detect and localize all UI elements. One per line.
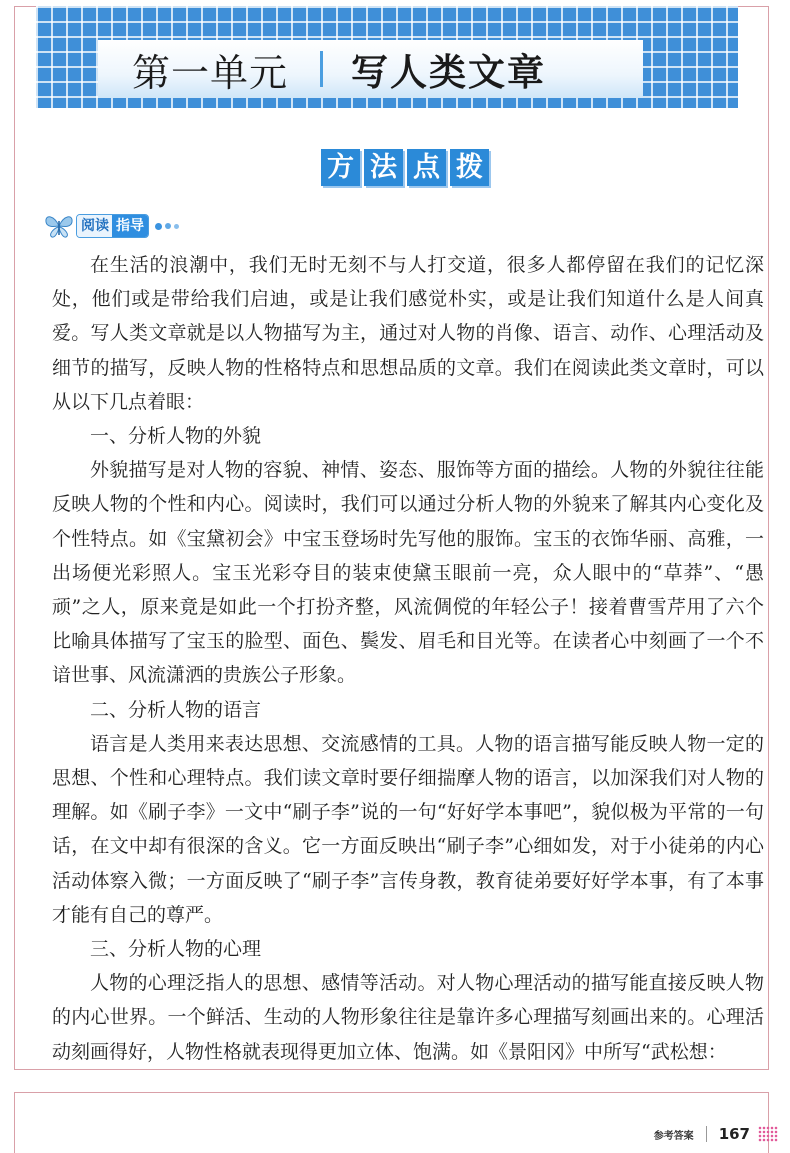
unit-banner <box>36 6 738 108</box>
dots-decoration <box>155 223 179 230</box>
footer-label: 参考答案 <box>653 1130 694 1142</box>
dot-grid-icon <box>758 1126 778 1142</box>
unit-title: 写人类文章 <box>351 51 547 94</box>
page-footer <box>654 1125 790 1143</box>
unit-banner-panel <box>98 40 643 98</box>
section-title-char: 法 <box>364 149 403 186</box>
reading-guide-label-a: 阅读 <box>77 215 112 237</box>
section-heading: 二、分析人物的语言 <box>90 698 262 721</box>
section-heading: 一、分析人物的外貌 <box>90 425 262 448</box>
intro-paragraph: 在生活的浪潮中，我们无时无刻不与人打交道，很多人都停留在我们的记忆深处，他们或是带给我们启迪，或是让我们感觉朴实，或是让我们知道什么是人间真爱。写人类文章就是以人物描写为主，通过对人物的肖像、语言、动作、心理活动及细节的描写，反映人物的性格特点和思想品质的文章。我们在阅读此类文章时，可以从以下几点着眼： <box>52 254 764 413</box>
section-title <box>321 149 489 186</box>
section-paragraph: 人物的心理泛指人的思想、感情等活动。对人物心理活动的描写能直接反映人物的内心世界。一个鲜活、生动的人物形象往往是靠许多心理描写刻画出来的。心理活动刻画得好，人物性格就表现得更加立体、饱满。如《景阳冈》中所写“武松想： <box>52 972 764 1063</box>
page-number: 167 <box>718 1125 750 1143</box>
page-bottom <box>14 1092 769 1153</box>
unit-separator <box>320 51 323 87</box>
reading-guide-label <box>76 214 149 238</box>
reading-guide-label-b: 指导 <box>112 215 148 237</box>
section-heading: 三、分析人物的心理 <box>90 938 262 961</box>
section-paragraph: 语言是人类用来表达思想、交流感情的工具。人物的语言描写能反映人物一定的思想、个性和心理特点。我们读文章时要仔细揣摩人物的语言，以加深我们对人物的理解。如《刷子李》一文中“刷子李”说的一句“好好学本事吧”，貌似极为平常的一句话，在文中却有很深的含义。它一方面反映出“刷子李”心细如发，对于小徒弟的内心活动体察入微；一方面反映了“刷子李”言传身教，教育徒弟要好好学本事，有了本事才能有自己的尊严。 <box>52 732 764 926</box>
section-paragraph: 外貌描写是对人物的容貌、神情、姿态、服饰等方面的描绘。人物的外貌往往能反映人物的个性和内心。阅读时，我们可以通过分析人物的外貌来了解其内心变化及个性特点。如《宝黛初会》中宝玉登场时先写他的服饰。宝玉的衣饰华丽、高雅，一出场便光彩照人。宝玉光彩夺目的装束使黛玉眼前一亮，众人眼中的“草莽”、“愚顽”之人，原来竟是如此一个打扮齐整，风流倜傥的年轻公子！接着曹雪芹用了六个比喻具体描写了宝玉的脸型、面色、鬓发、眉毛和目光等。在读者心中刻画了一个不谙世事、风流潇洒的贵族公子形象。 <box>52 459 764 687</box>
article-body <box>52 248 764 1069</box>
footer-divider <box>706 1126 707 1142</box>
section-title-char: 拨 <box>450 149 489 186</box>
section-title-char: 点 <box>407 149 446 186</box>
section-title-char: 方 <box>321 149 360 186</box>
unit-label: 第一单元 <box>132 50 289 95</box>
reading-guide-badge <box>44 213 179 239</box>
butterfly-icon <box>44 213 74 239</box>
